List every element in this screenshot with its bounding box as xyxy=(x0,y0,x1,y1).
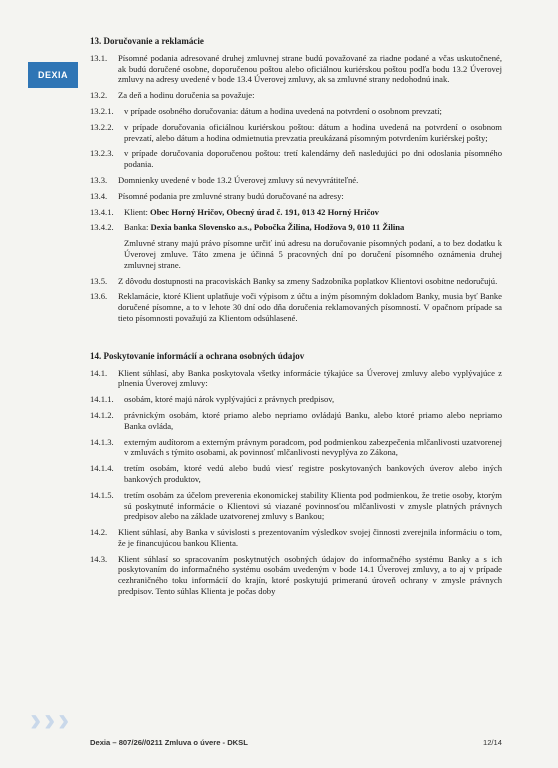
page-number: 12/14 xyxy=(482,738,502,747)
address-label: Klient: xyxy=(124,206,151,217)
clause-number: 14.2. xyxy=(90,527,108,538)
clause-14-1-3 xyxy=(90,437,502,459)
clause-text: Domnienky uvedené v bode 13.2 Úverovej zmluvy sú nevyvrátiteľné. xyxy=(118,174,359,185)
clause-text: právnickým osobám, ktoré priamo alebo nepriamo ovládajú Banku, alebo ktoré priamo alebo nepriamo Banka ovláda, xyxy=(124,409,502,431)
decorative-chevrons xyxy=(30,700,72,740)
clause-text: Klient súhlasí, aby Banka poskytovala všetky informácie týkajúce sa Úverovej zmluvy alebo vyplývajúce z plnenia Úverovej zmluvy: xyxy=(118,367,502,389)
clause-text: tretím osobám za účelom preverenia ekonomickej stability Klienta pod podmienkou, že tretie osoby, ktorým sú poskytnuté informácie o Klientovi sú viazané povinnosťou mlčanlivosti v zmysle platných právnych predpisov alebo na základe uzatvorenej zmluvy s Bankou; xyxy=(124,489,502,522)
clause-13-5 xyxy=(90,276,502,287)
client-address: Obec Horný Hričov, Obecný úrad č. 191, 013 42 Horný Hričov xyxy=(150,206,379,217)
clause-13-4-2 xyxy=(90,222,502,233)
clause-number: 14.1.2. xyxy=(90,409,114,420)
chevron-right-icon: › xyxy=(44,701,56,739)
clause-number: 14.1. xyxy=(90,367,108,378)
logo-text: DEXIA xyxy=(37,70,68,80)
document-reference: Dexia – 807/26//0211 Zmluva o úvere - DKSL xyxy=(90,738,248,747)
clause-14-1-1 xyxy=(90,394,502,405)
clause-text xyxy=(124,222,502,233)
clause-number: 13.3. xyxy=(90,174,108,185)
clause-number: 13.4.2. xyxy=(90,222,114,233)
clause-number: 13.2.3. xyxy=(90,148,114,159)
clause-text xyxy=(124,207,502,218)
clause-number: 13.4.1. xyxy=(90,206,114,217)
clause-text: Klient súhlasí so spracovaním poskytnutých osobných údajov do informačného systému Banky a s ich poskytovaním do informačného systému osobám uvedeným v bode 14.1 Úverovej zmluvy, a to aj v prípade cezhraničného toku informácií do krajín, ktoré poskytujú primeranú úroveň ochrany v zmysle právnych predpisov. Tento súhlas Klienta je počas doby xyxy=(118,553,502,597)
clause-13-1 xyxy=(90,53,502,85)
clause-14-2 xyxy=(90,527,502,549)
document-body xyxy=(90,36,502,602)
clause-text: tretím osobám, ktoré vedú alebo budú viesť registre poskytovaných bankových úverov alebo iných bankových produktov, xyxy=(124,463,502,484)
clause-text: osobám, ktoré majú nárok vyplývajúci z právnych predpisov, xyxy=(124,394,335,405)
clause-text: v prípade osobného doručovania: dátum a hodina uvedená na potvrdení o osobnom prevzatí; xyxy=(124,105,442,116)
clause-number: 13.2.2. xyxy=(90,121,114,132)
clause-14-1-5 xyxy=(90,490,502,522)
clause-text: Za deň a hodinu doručenia sa považuje: xyxy=(118,90,255,101)
clause-number: 14.3. xyxy=(90,553,108,564)
page-footer xyxy=(90,738,502,747)
clause-13-2-2 xyxy=(90,122,502,144)
clause-text: Klient súhlasí, aby Banka v súvislosti s prezentovaním výsledkov svojej činnosti zverejnila informáciu o tom, že je financujúcou bankou Klienta. xyxy=(118,527,502,548)
clause-13-2 xyxy=(90,90,502,101)
clause-text: Písomné podania pre zmluvné strany budú doručované na adresy: xyxy=(118,190,344,201)
clause-13-2-3 xyxy=(90,148,502,170)
clause-text: Z dôvodu dostupnosti na pracoviskách Banky sa zmeny Sadzobníka poplatkov Klientovi osobitne nedoručujú. xyxy=(118,275,498,286)
clause-14-1 xyxy=(90,368,502,390)
clause-13-4-1 xyxy=(90,207,502,218)
section-13-title: 13. Doručovanie a reklamácie xyxy=(90,36,204,46)
clause-13-3 xyxy=(90,175,502,186)
clause-14-1-2 xyxy=(90,410,502,432)
clause-text: Písomné podania adresované druhej zmluvnej strane budú považované za riadne podané a včas uskutočnené, ak budú doručené osobne, doporučenou poštou alebo oficiálnou kuriérskou poštou podľa bodu 13.2 Úverovej zmluvy na adresy uvedené v bode 13.4 Úverovej zmluvy, ak sa zmluvné strany nedohodnú inak. xyxy=(118,52,502,85)
clause-text: Reklamácie, ktoré Klient uplatňuje voči výpisom z účtu a iným písomným dokladom Banky, musia byť Banke doručené písomne, a to v lehote 30 dní odo dňa doručenia reklamovaných písomností. V opačnom prípade sa tieto písomnosti považujú za Klientom odsúhlasené. xyxy=(118,291,502,323)
section-14-title: 14. Poskytovanie informácií a ochrana osobných údajov xyxy=(90,350,305,361)
clause-number: 13.5. xyxy=(90,275,108,286)
clause-text: externým audítorom a externým právnym poradcom, pod podmienkou zabezpečenia mlčanlivosti uzatvorenej v zmluvách s týmito osobami, ak povinnosť mlčanlivosti nevyplýva zo Zákona, xyxy=(124,436,502,458)
address-label: Banka: xyxy=(124,222,151,233)
clause-number: 14.1.5. xyxy=(90,489,114,500)
clause-number: 13.6. xyxy=(90,291,108,302)
clause-number: 14.1.1. xyxy=(90,394,114,405)
clause-14-3 xyxy=(90,554,502,597)
clause-13-2-1 xyxy=(90,106,502,117)
clause-number: 13.1. xyxy=(90,52,108,63)
clause-number: 13.2. xyxy=(90,90,108,101)
clause-number: 13.4. xyxy=(90,190,108,201)
clause-text: v prípade doručovania oficiálnou kuriérskou poštou: dátum a hodina uvedená na potvrdení o osobnom prevzatí, alebo dátum a hodina odmietnutia prevzatia preukázaná písomným potvrdením kuriérskej pošty; xyxy=(124,121,502,143)
clause-number: 14.1.3. xyxy=(90,436,114,447)
bank-address: Dexia banka Slovensko a.s., Pobočka Žilina, Hodžova 9, 010 11 Žilina xyxy=(150,222,405,233)
chevron-right-icon: › xyxy=(58,701,70,739)
clause-number: 13.2.1. xyxy=(90,105,114,116)
chevron-right-icon: › xyxy=(30,701,42,739)
address-change-note: Zmluvné strany majú právo písomne určiť inú adresu na doručovanie písomných podaní, a to bez dodatku k Úverovej zmluve. Táto zmena je účinná 5 pracovných dní po doručení písomného oznámenia druhej zmluvnej strane. xyxy=(124,238,502,270)
dexia-logo xyxy=(28,62,78,88)
clause-number: 14.1.4. xyxy=(90,463,114,474)
clause-14-1-4 xyxy=(90,463,502,485)
clause-13-4 xyxy=(90,191,502,202)
clause-13-6 xyxy=(90,291,502,323)
clause-text: v prípade doručovania doporučenou poštou: tretí kalendárny deň nasledujúci po dni odoslania písomného podania. xyxy=(124,148,502,170)
